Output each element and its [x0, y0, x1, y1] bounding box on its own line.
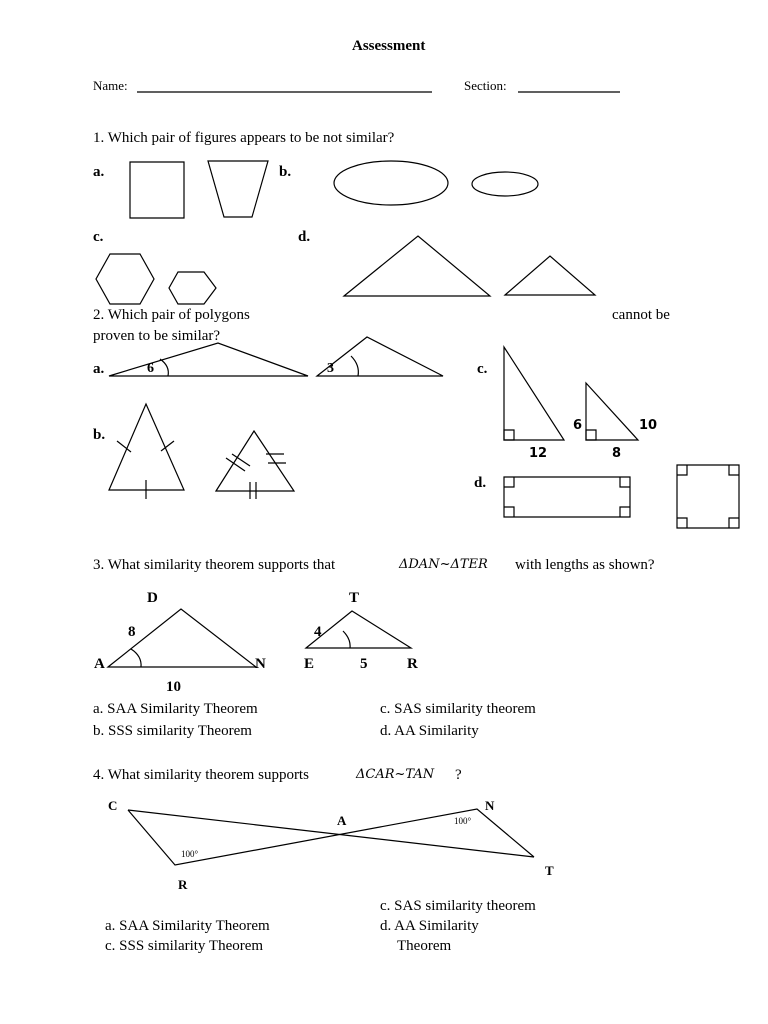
- q1c-large-hexagon: [96, 254, 154, 304]
- q2b-triangle-2: [216, 431, 294, 491]
- q4-choice-d-continued: Theorem: [397, 938, 452, 954]
- q2-option-c: c.: [477, 361, 488, 377]
- q1-option-b: b.: [279, 164, 292, 180]
- q3-vertex-r: R: [407, 656, 418, 672]
- q3-vertex-d: D: [147, 590, 158, 606]
- page-title: Assessment: [352, 38, 426, 54]
- q4-vertex-t: T: [545, 863, 554, 878]
- q4-question-prefix: 4. What similarity theorem supports: [93, 767, 309, 783]
- q1-option-a: a.: [93, 164, 105, 180]
- q2b-triangle-1: [109, 404, 184, 490]
- q4-question-math: ΔCAR~TAN: [356, 767, 435, 782]
- q2c-right-triangle-2: [586, 383, 638, 440]
- q2a-angle-arc-1: [160, 359, 168, 376]
- q2d-right-angle-mark: [729, 518, 739, 528]
- q2c-side-label-2: 10: [639, 418, 658, 433]
- q4-vertex-n: N: [485, 798, 495, 813]
- q2c-side-label-1: 6: [573, 418, 583, 433]
- q2a-triangle-1: [109, 343, 308, 376]
- q2c-base-label-1: 12: [529, 446, 548, 461]
- q2a-angle-label-1: 6: [147, 361, 154, 376]
- q2d-right-angle-mark: [677, 518, 687, 528]
- q1d-large-triangle: [344, 236, 490, 296]
- q3-question-prefix: 3. What similarity theorem supports that: [93, 557, 336, 573]
- q4-choice-c2: c. SAS similarity theorem: [380, 898, 536, 914]
- q2d-right-angle-mark: [620, 477, 630, 487]
- q2c-base-label-2: 8: [612, 446, 622, 461]
- q2d-right-angle-mark: [620, 507, 630, 517]
- q1-option-c: c.: [93, 229, 104, 245]
- name-label: Name:: [93, 78, 128, 93]
- q1b-large-ellipse: [334, 161, 448, 205]
- q4-choice-a: a. SAA Similarity Theorem: [105, 918, 270, 934]
- q3-angle-arc-e: [343, 631, 350, 648]
- q4-segment-ct: [128, 810, 534, 857]
- q3-choice-b: b. SSS similarity Theorem: [93, 723, 252, 739]
- q3-choice-d: d. AA Similarity: [380, 723, 479, 739]
- q3-side-da: 8: [128, 624, 136, 640]
- q3-vertex-a: A: [94, 656, 105, 672]
- q1b-small-ellipse: [472, 172, 538, 196]
- q2d-right-angle-mark: [677, 465, 687, 475]
- q4-vertex-r: R: [178, 877, 188, 892]
- q3-vertex-e: E: [304, 656, 315, 672]
- q1c-small-hexagon: [169, 272, 216, 304]
- q3-question-suffix: with lengths as shown?: [515, 557, 655, 573]
- q3-triangle-ter: [306, 611, 411, 648]
- q2a-angle-label-2: 3: [327, 361, 334, 376]
- q2a-triangle-2: [317, 337, 443, 376]
- q2c-right-triangle-1: [504, 347, 564, 440]
- q4-angle-n: 100°: [454, 816, 472, 826]
- q4-choice-c: c. SSS similarity Theorem: [105, 938, 264, 954]
- q3-vertex-n: N: [255, 656, 266, 672]
- q4-angle-r: 100°: [181, 849, 199, 859]
- q2-question-part2: cannot be: [612, 307, 670, 323]
- q1-option-d: d.: [298, 229, 311, 245]
- q3-angle-arc-a: [131, 649, 141, 667]
- q3-triangle-dan: [108, 609, 256, 667]
- q2c-right-angle-mark: [504, 430, 514, 440]
- q2-question-part1: 2. Which pair of polygons: [93, 307, 250, 323]
- q2c-right-angle-mark: [586, 430, 596, 440]
- section-label: Section:: [464, 78, 507, 93]
- q2-question-part3: proven to be similar?: [93, 328, 221, 344]
- q2-option-d: d.: [474, 475, 487, 491]
- q4-choice-d: d. AA Similarity: [380, 918, 479, 934]
- q1a-trapezoid: [208, 161, 268, 217]
- q2d-right-angle-mark: [504, 477, 514, 487]
- q1-question: 1. Which pair of figures appears to be not similar?: [93, 130, 395, 146]
- q3-question-math: ΔDAN~ΔTER: [399, 557, 488, 572]
- q2d-right-angle-mark: [504, 507, 514, 517]
- q3-choice-a: a. SAA Similarity Theorem: [93, 701, 258, 717]
- q2d-right-angle-mark: [729, 465, 739, 475]
- q3-choice-c: c. SAS similarity theorem: [380, 701, 536, 717]
- q2d-rectangle: [504, 477, 630, 517]
- q4-question-suffix: ?: [455, 767, 462, 783]
- q3-vertex-t: T: [349, 590, 360, 606]
- q3-side-er: 5: [360, 656, 368, 672]
- q2-option-a: a.: [93, 361, 105, 377]
- q4-vertex-a: A: [337, 813, 347, 828]
- q3-side-te: 4: [314, 624, 322, 640]
- q1a-square: [130, 162, 184, 218]
- q2-option-b: b.: [93, 427, 106, 443]
- q1d-small-triangle: [505, 256, 595, 295]
- q3-side-an: 10: [166, 679, 181, 695]
- q2a-angle-arc-2: [351, 356, 358, 376]
- q4-vertex-c: C: [108, 798, 118, 813]
